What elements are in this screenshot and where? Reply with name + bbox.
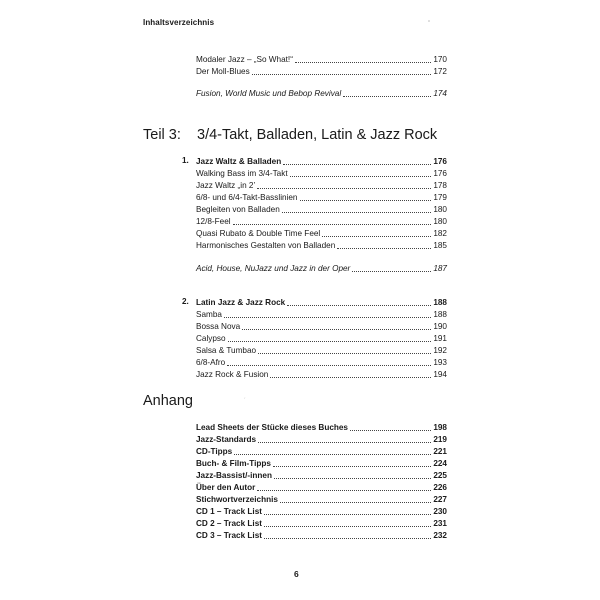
toc-entry[interactable] bbox=[196, 505, 447, 517]
toc-entry-title: Latin Jazz & Jazz Rock bbox=[196, 298, 286, 307]
toc-entry-title: Stichwortverzeichnis bbox=[196, 495, 278, 504]
toc-entry-page: 193 bbox=[433, 358, 447, 367]
toc-entry[interactable] bbox=[196, 53, 447, 65]
toc-entry-title: Calypso bbox=[196, 334, 226, 343]
dot-leader bbox=[264, 526, 431, 527]
toc-entry-title: Buch- & Film-Tipps bbox=[196, 459, 271, 468]
dot-leader bbox=[350, 430, 431, 431]
dot-leader bbox=[273, 466, 431, 467]
toc-entry-page: 174 bbox=[433, 89, 447, 98]
toc-entry-title: Modaler Jazz – „So What!“ bbox=[196, 55, 293, 64]
toc-entry-title: 6/8- und 6/4-Takt-Basslinien bbox=[196, 193, 298, 202]
toc-entry-page: 194 bbox=[433, 370, 447, 379]
toc-entry-page: 190 bbox=[433, 322, 447, 331]
toc-entry-title: 6/8-Afro bbox=[196, 358, 226, 367]
toc-entry-page: 182 bbox=[433, 229, 447, 238]
toc-entry-title: Salsa & Tumbao bbox=[196, 346, 257, 355]
corner-mark: ° bbox=[428, 20, 430, 26]
toc-entry-title: Fusion, World Music und Bebop Revival bbox=[196, 89, 342, 98]
toc-entry[interactable] bbox=[196, 203, 447, 215]
toc-entry-page: 185 bbox=[433, 241, 447, 250]
toc-entry[interactable] bbox=[196, 239, 447, 251]
toc-entry-title: Bossa Nova bbox=[196, 322, 241, 331]
dot-leader bbox=[233, 224, 432, 225]
toc-entry-title: Walking Bass im 3/4-Takt bbox=[196, 169, 288, 178]
toc-entry-page: 227 bbox=[433, 495, 447, 504]
toc-entry[interactable] bbox=[196, 308, 447, 320]
toc-entry[interactable] bbox=[196, 167, 447, 179]
part-heading bbox=[143, 127, 437, 143]
toc-entry-page: 231 bbox=[433, 519, 447, 528]
toc-entry-title: Jazz Waltz „in 2’ bbox=[196, 181, 256, 190]
toc-entry[interactable] bbox=[196, 368, 447, 380]
dot-leader bbox=[283, 164, 431, 165]
toc-entry[interactable] bbox=[196, 320, 447, 332]
dot-leader bbox=[337, 248, 431, 249]
dot-leader bbox=[228, 341, 432, 342]
dot-leader bbox=[300, 200, 432, 201]
toc-entry-title: CD 2 – Track List bbox=[196, 519, 262, 528]
toc-entry-page: 230 bbox=[433, 507, 447, 516]
toc-entry-title: Harmonisches Gestalten von Balladen bbox=[196, 241, 336, 250]
toc-entry-page: 176 bbox=[433, 169, 447, 178]
toc-entry-title: Samba bbox=[196, 310, 222, 319]
toc-entry-page: 221 bbox=[433, 447, 447, 456]
toc-entry[interactable] bbox=[196, 215, 447, 227]
toc-entry-page: 179 bbox=[433, 193, 447, 202]
page-number: 6 bbox=[294, 569, 299, 579]
toc-entry-title: Jazz Rock & Fusion bbox=[196, 370, 269, 379]
toc-entry-page: 170 bbox=[433, 55, 447, 64]
toc-entry-page: 226 bbox=[433, 483, 447, 492]
toc-entry-page: 192 bbox=[433, 346, 447, 355]
toc-entry[interactable] bbox=[196, 433, 447, 445]
toc-entry-title: Acid, House, NuJazz und Jazz in der Oper bbox=[196, 264, 351, 273]
section-number: 1. bbox=[182, 156, 189, 165]
dot-leader bbox=[280, 502, 431, 503]
toc-entry-title: CD 1 – Track List bbox=[196, 507, 262, 516]
toc-entry-page: 178 bbox=[433, 181, 447, 190]
toc-entry[interactable] bbox=[196, 457, 447, 469]
appendix-heading: Anhang bbox=[143, 393, 193, 409]
toc-entry-title: Jazz-Bassist/-innen bbox=[196, 471, 272, 480]
toc-entry-title: CD 3 – Track List bbox=[196, 531, 262, 540]
toc-entry[interactable] bbox=[196, 227, 447, 239]
toc-entry[interactable] bbox=[196, 493, 447, 505]
toc-entry-page: 180 bbox=[433, 217, 447, 226]
appendix-mark: ´ bbox=[244, 398, 246, 404]
dot-leader bbox=[274, 478, 431, 479]
part-title: 3/4-Takt, Balladen, Latin & Jazz Rock bbox=[197, 127, 438, 143]
dot-leader bbox=[227, 365, 431, 366]
toc-entry[interactable] bbox=[196, 517, 447, 529]
dot-leader bbox=[264, 538, 431, 539]
toc-entry[interactable] bbox=[196, 191, 447, 203]
toc-entry-page: 191 bbox=[433, 334, 447, 343]
dot-leader bbox=[257, 490, 431, 491]
dot-leader bbox=[282, 212, 432, 213]
toc-entry[interactable] bbox=[196, 445, 447, 457]
toc-entry-page: 225 bbox=[433, 471, 447, 480]
toc-entry-title: Der Moll-Blues bbox=[196, 67, 250, 76]
dot-leader bbox=[257, 188, 431, 189]
toc-entry-page: 198 bbox=[433, 423, 447, 432]
dot-leader bbox=[352, 271, 431, 272]
running-head: Inhaltsverzeichnis bbox=[143, 18, 215, 27]
dot-leader bbox=[295, 62, 431, 63]
toc-entry-page: 172 bbox=[433, 67, 447, 76]
dot-leader bbox=[322, 236, 431, 237]
dot-leader bbox=[287, 305, 431, 306]
toc-entry-title: Jazz Waltz & Balladen bbox=[196, 157, 282, 166]
toc-entry[interactable] bbox=[196, 421, 447, 433]
toc-entry-page: 188 bbox=[433, 298, 447, 307]
dot-leader bbox=[343, 96, 431, 97]
toc-entry[interactable] bbox=[196, 179, 447, 191]
toc-extra-entry[interactable] bbox=[196, 87, 447, 99]
dot-leader bbox=[290, 176, 432, 177]
toc-entry-title: CD-Tipps bbox=[196, 447, 233, 456]
toc-entry[interactable] bbox=[196, 356, 447, 368]
toc-entry-page: 187 bbox=[433, 264, 447, 273]
toc-entry-page: 232 bbox=[433, 531, 447, 540]
toc-extra-entry[interactable] bbox=[196, 262, 447, 274]
toc-entry[interactable] bbox=[196, 469, 447, 481]
toc-entry-title: Quasi Rubato & Double Time Feel bbox=[196, 229, 321, 238]
toc-entry-page: 180 bbox=[433, 205, 447, 214]
dot-leader bbox=[270, 377, 431, 378]
dot-leader bbox=[258, 353, 431, 354]
toc-entry-page: 188 bbox=[433, 310, 447, 319]
toc-entry-page: 219 bbox=[433, 435, 447, 444]
toc-entry[interactable] bbox=[196, 481, 447, 493]
toc-entry[interactable] bbox=[196, 332, 447, 344]
dot-leader bbox=[234, 454, 431, 455]
section-heading[interactable] bbox=[196, 296, 447, 308]
dot-leader bbox=[252, 74, 432, 75]
toc-entry-page: 176 bbox=[433, 157, 447, 166]
toc-entry-page: 224 bbox=[433, 459, 447, 468]
section-heading[interactable] bbox=[196, 155, 447, 167]
section-number: 2. bbox=[182, 297, 189, 306]
toc-entry[interactable] bbox=[196, 65, 447, 77]
dot-leader bbox=[224, 317, 431, 318]
toc-entry[interactable] bbox=[196, 344, 447, 356]
toc-entry-title: 12/8-Feel bbox=[196, 217, 231, 226]
dot-leader bbox=[242, 329, 431, 330]
part-label: Teil 3: bbox=[143, 127, 181, 143]
toc-entry-title: Begleiten von Balladen bbox=[196, 205, 280, 214]
dot-leader bbox=[258, 442, 431, 443]
toc-entry-title: Über den Autor bbox=[196, 483, 256, 492]
toc-entry-title: Jazz-Standards bbox=[196, 435, 257, 444]
toc-entry-title: Lead Sheets der Stücke dieses Buches bbox=[196, 423, 348, 432]
dot-leader bbox=[264, 514, 431, 515]
toc-entry[interactable] bbox=[196, 529, 447, 541]
